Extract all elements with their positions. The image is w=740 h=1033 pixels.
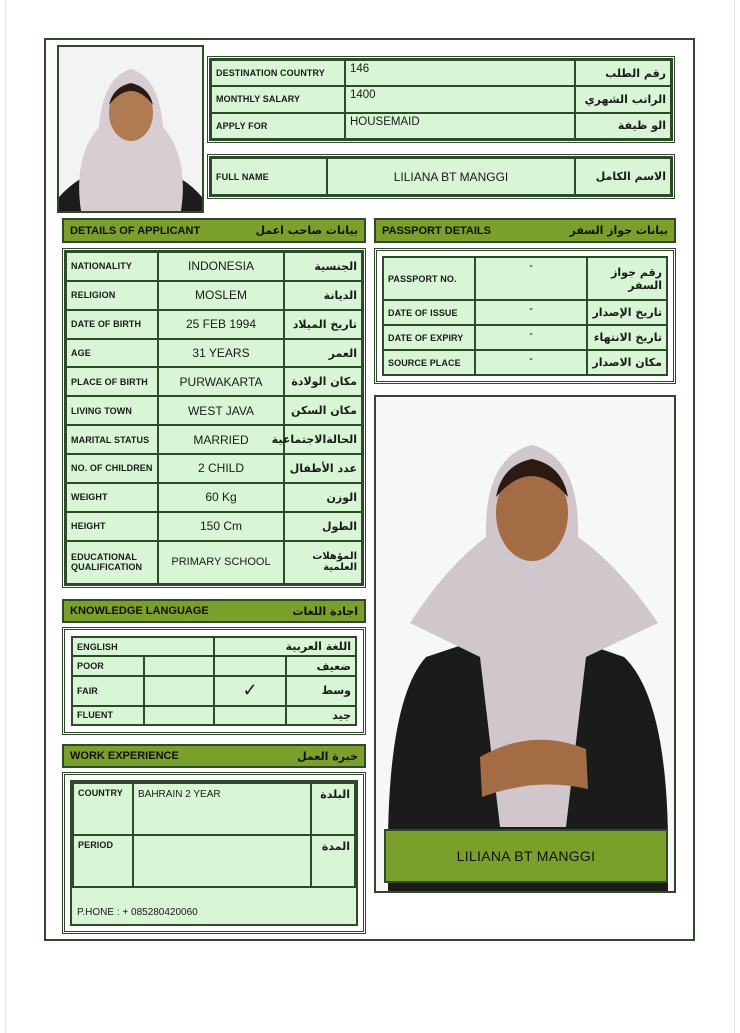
table-row: [211, 60, 671, 86]
dob-value: 25 FEB 1994: [158, 310, 284, 339]
poor-arabic-cell: [214, 656, 286, 675]
monthly-salary-ar: الراتب الشهري: [575, 86, 671, 112]
language-english-label: ENGLISH: [72, 637, 214, 656]
religion-ar: الديانة: [284, 281, 362, 310]
table-row: [383, 350, 667, 375]
monthly-salary-label: MONTHLY SALARY: [211, 86, 345, 112]
marital-status-ar: الحالةالاجتماعية: [284, 425, 362, 454]
marital-status-value: MARRIED: [158, 425, 284, 454]
poor-english-cell: [144, 656, 214, 675]
source-place-ar: مكان الاصدار: [587, 350, 667, 375]
table-row: [73, 835, 355, 887]
height-value: 150 Cm: [158, 512, 284, 541]
passport-title: PASSPORT DETAILS: [382, 224, 491, 237]
nationality-ar: الجنسية: [284, 252, 362, 281]
table-row: [66, 367, 362, 396]
table-row: [72, 637, 356, 656]
table-row: [72, 676, 356, 706]
country-value: BAHRAIN 2 YEAR: [133, 783, 311, 835]
fair-label: FAIR: [72, 676, 144, 706]
full-name-ar: الاسم الكامل: [575, 158, 671, 195]
age-ar: العمر: [284, 339, 362, 368]
fluent-ar: جيد: [286, 706, 356, 725]
expiry-date-value: -: [475, 325, 587, 350]
table-row: [383, 257, 667, 300]
apply-for-label: APPLY FOR: [211, 113, 345, 139]
fair-ar: وسط: [286, 676, 356, 706]
applicant-title: DETAILS OF APPLICANT: [70, 224, 201, 237]
place-of-birth-label: PLACE OF BIRTH: [66, 367, 158, 396]
applicant-title-ar: بيانات صاحب اعمل: [255, 224, 358, 237]
table-row: [66, 512, 362, 541]
education-ar: المؤهلات العلمية: [284, 541, 362, 584]
children-value: 2 CHILD: [158, 454, 284, 483]
work-title: WORK EXPERIENCE: [70, 750, 179, 762]
children-label: NO. OF CHILDREN: [66, 454, 158, 483]
table-row: [383, 300, 667, 325]
fluent-arabic-cell: [214, 706, 286, 725]
table-row: [66, 454, 362, 483]
table-row: [211, 113, 671, 139]
nationality-value: INDONESIA: [158, 252, 284, 281]
age-label: AGE: [66, 339, 158, 368]
phone-number: P.HONE : + 085280420060: [77, 907, 198, 918]
dob-label: DATE OF BIRTH: [66, 310, 158, 339]
table-row: [66, 281, 362, 310]
language-arabic-label: اللغة العربية: [214, 637, 356, 656]
table-row: [66, 483, 362, 512]
fair-english-cell: [144, 676, 214, 706]
period-ar: المدة: [311, 835, 355, 887]
passport-no-label: PASSPORT NO.: [383, 257, 475, 300]
table-row: [66, 541, 362, 584]
religion-value: MOSLEM: [158, 281, 284, 310]
full-name-label: FULL NAME: [211, 158, 327, 195]
weight-label: WEIGHT: [66, 483, 158, 512]
passport-header: [374, 218, 676, 243]
table-row: [211, 86, 671, 112]
work-table: [62, 772, 366, 934]
language-title: KNOWLEDGE LANGUAGE: [70, 605, 209, 617]
passport-title-ar: بيانات جواز السفر: [569, 224, 668, 237]
education-value: PRIMARY SCHOOL: [158, 541, 284, 584]
language-table: [62, 627, 366, 735]
monthly-salary-value: 1400: [345, 86, 575, 112]
work-header: [62, 744, 366, 768]
source-place-value: -: [475, 350, 587, 375]
living-town-label: LIVING TOWN: [66, 396, 158, 425]
issue-date-ar: تاريخ الإصدار: [587, 300, 667, 325]
photo-caption: LILIANA BT MANGGI: [384, 829, 668, 883]
language-title-ar: اجادة اللغات: [292, 604, 358, 618]
religion-label: RELIGION: [66, 281, 158, 310]
full-photo-panel: [374, 395, 676, 893]
weight-value: 60 Kg: [158, 483, 284, 512]
fluent-label: FLUENT: [72, 706, 144, 725]
country-label: COUNTRY: [73, 783, 133, 835]
destination-country-ar: رقم الطلب: [575, 60, 671, 86]
passport-no-value: -: [475, 257, 587, 300]
place-of-birth-ar: مكان الولادة: [284, 367, 362, 396]
full-name-value: LILIANA BT MANGGI: [327, 158, 575, 195]
poor-ar: ضعيف: [286, 656, 356, 675]
table-row: [211, 158, 671, 195]
language-header: [62, 599, 366, 623]
full-name-table: [207, 154, 675, 199]
marital-status-label: MARITAL STATUS: [66, 425, 158, 454]
dob-ar: تاريخ الميلاد: [284, 310, 362, 339]
expiry-date-label: DATE OF EXPIRY: [383, 325, 475, 350]
living-town-value: WEST JAVA: [158, 396, 284, 425]
top-info-table: [207, 56, 675, 143]
passport-no-ar: رقم جواز السفر: [587, 257, 667, 300]
passport-table: [374, 248, 676, 384]
period-label: PERIOD: [73, 835, 133, 887]
table-row: [66, 252, 362, 281]
small-photo: [57, 45, 204, 213]
poor-label: POOR: [72, 656, 144, 675]
fluent-english-cell: [144, 706, 214, 725]
table-row: [73, 783, 355, 835]
height-label: HEIGHT: [66, 512, 158, 541]
issue-date-label: DATE OF ISSUE: [383, 300, 475, 325]
table-row: [72, 656, 356, 675]
full-photo: [376, 397, 674, 891]
expiry-date-ar: تاريخ الانتهاء: [587, 325, 667, 350]
education-label: EDUCATIONAL QUALIFICATION: [66, 541, 158, 584]
height-ar: الطول: [284, 512, 362, 541]
destination-country-value: 146: [345, 60, 575, 86]
place-of-birth-value: PURWAKARTA: [158, 367, 284, 396]
age-value: 31 YEARS: [158, 339, 284, 368]
apply-for-ar: الو ظيفة: [575, 113, 671, 139]
table-row: [66, 310, 362, 339]
period-value: [133, 835, 311, 887]
children-ar: عدد الأطفال: [284, 454, 362, 483]
living-town-ar: مكان السكن: [284, 396, 362, 425]
applicant-header: [62, 218, 366, 243]
applicant-table: [62, 248, 366, 588]
source-place-label: SOURCE PLACE: [383, 350, 475, 375]
table-row: [66, 339, 362, 368]
nationality-label: NATIONALITY: [66, 252, 158, 281]
table-row: [66, 425, 362, 454]
weight-ar: الوزن: [284, 483, 362, 512]
table-row: [72, 706, 356, 725]
table-row: [383, 325, 667, 350]
fair-check-icon: ✓: [214, 676, 286, 706]
destination-country-label: DESTINATION COUNTRY: [211, 60, 345, 86]
work-title-ar: خبرة العمل: [297, 749, 358, 763]
country-ar: البلدة: [311, 783, 355, 835]
apply-for-value: HOUSEMAID: [345, 113, 575, 139]
issue-date-value: -: [475, 300, 587, 325]
table-row: [66, 396, 362, 425]
